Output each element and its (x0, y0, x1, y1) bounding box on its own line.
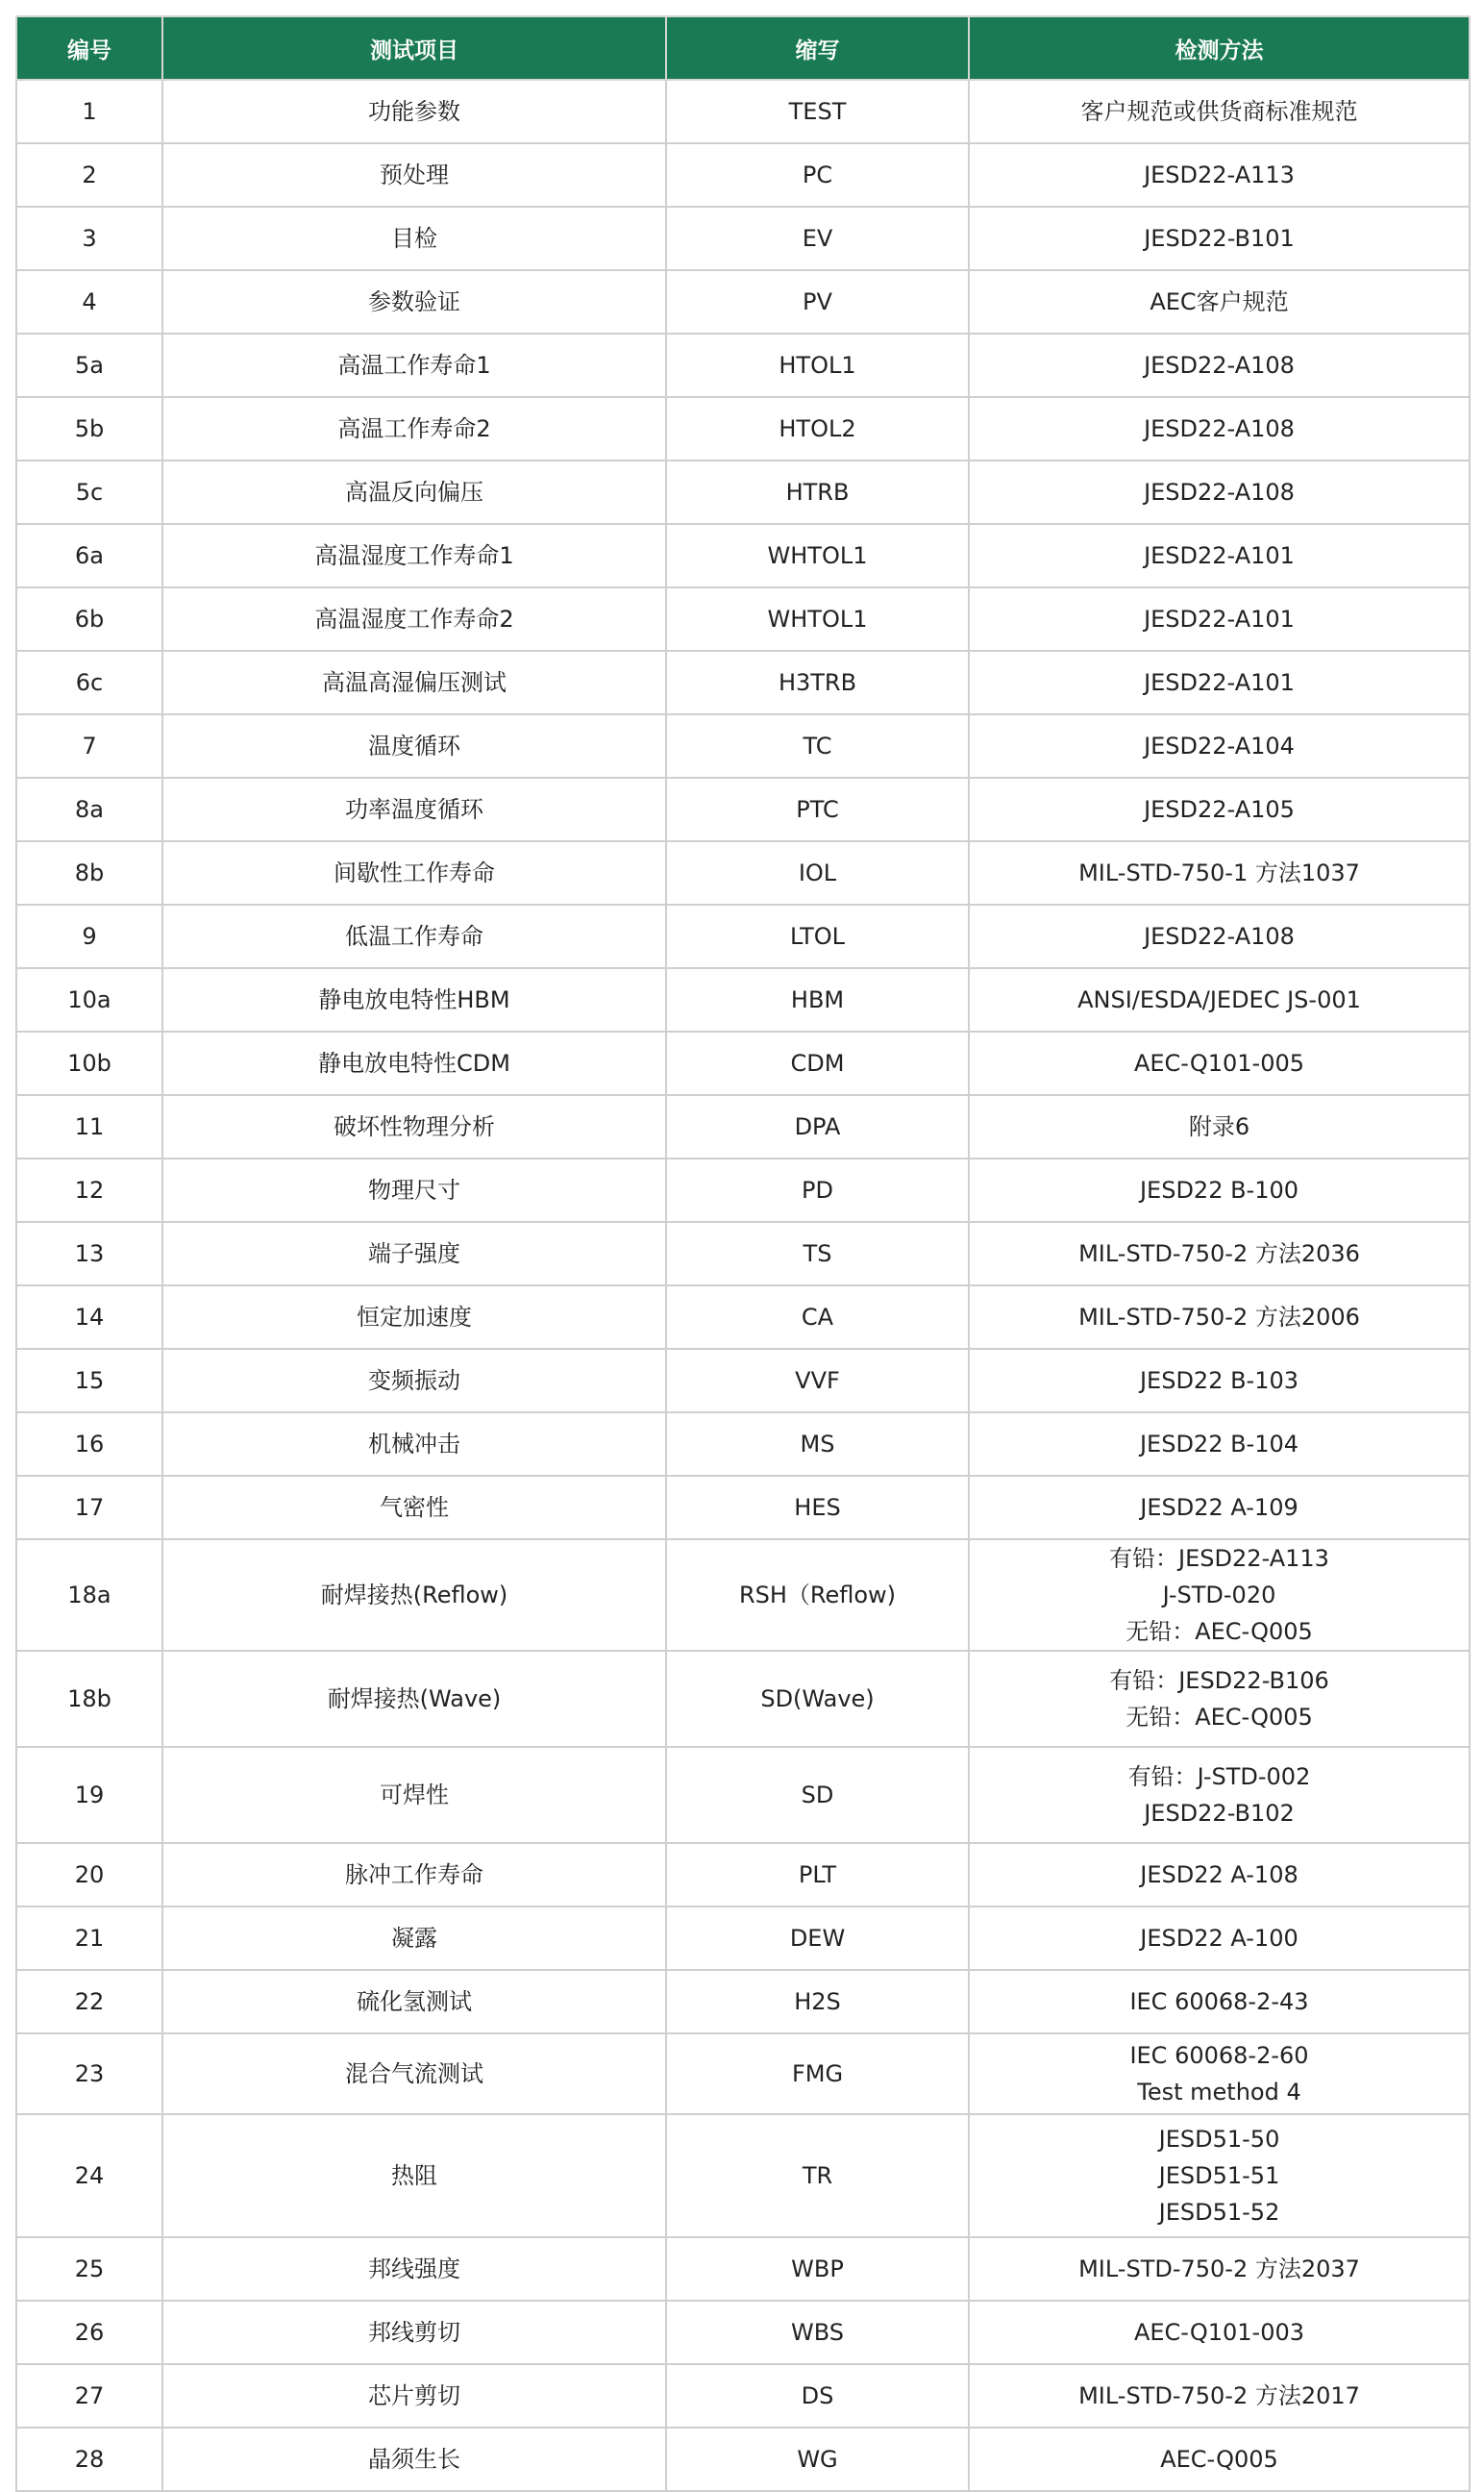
method-line: MIL-STD-750-2 方法2036 (1078, 1240, 1360, 1267)
table-row (16, 2237, 1470, 2301)
cell-id: 18a (16, 1539, 162, 1651)
cell-test-method (969, 1843, 1470, 1906)
table-row (16, 2301, 1470, 2364)
cell-test-method (969, 1747, 1470, 1843)
method-line: MIL-STD-750-1 方法1037 (1078, 860, 1360, 886)
cell-test-method (969, 2114, 1470, 2237)
cell-test-method (969, 1539, 1470, 1651)
method-line: JESD22 A-108 (1140, 1861, 1298, 1888)
cell-test-item: 热阻 (162, 2114, 666, 2237)
cell-abbreviation: SD (666, 1747, 969, 1843)
cell-abbreviation: HBM (666, 968, 969, 1032)
cell-test-method (969, 334, 1470, 397)
table-row (16, 1970, 1470, 2033)
table-row (16, 1095, 1470, 1159)
method-line: 附录6 (1188, 1113, 1250, 1140)
header-test-method: 检测方法 (969, 16, 1470, 80)
cell-test-item: 端子强度 (162, 1222, 666, 1285)
cell-id: 28 (16, 2428, 162, 2491)
table-row (16, 524, 1470, 587)
cell-test-method (969, 905, 1470, 968)
method-line: 客户规范或供货商标准规范 (1080, 98, 1358, 125)
cell-id: 26 (16, 2301, 162, 2364)
cell-id: 7 (16, 714, 162, 778)
cell-test-item: 变频振动 (162, 1349, 666, 1412)
table-row (16, 714, 1470, 778)
table-row (16, 1539, 1470, 1651)
table-row (16, 1906, 1470, 1970)
cell-test-method (969, 524, 1470, 587)
cell-abbreviation: TS (666, 1222, 969, 1285)
table-row (16, 2428, 1470, 2491)
cell-test-method (969, 143, 1470, 207)
cell-test-method (969, 2364, 1470, 2428)
cell-abbreviation: RSH（Reflow) (666, 1539, 969, 1651)
cell-test-method (969, 270, 1470, 334)
table-row (16, 1747, 1470, 1843)
method-line: JESD22-A101 (1144, 606, 1295, 633)
method-line: 无铅：AEC-Q005 (1125, 1618, 1313, 1645)
method-line: JESD22-A101 (1144, 542, 1295, 569)
cell-test-item: 预处理 (162, 143, 666, 207)
method-line: JESD22-A105 (1144, 796, 1295, 823)
method-line: J-STD-020 (1162, 1582, 1276, 1608)
table-row (16, 1476, 1470, 1539)
cell-test-method (969, 778, 1470, 841)
cell-abbreviation: CA (666, 1285, 969, 1349)
header-abbreviation: 缩写 (666, 16, 969, 80)
cell-test-item: 凝露 (162, 1906, 666, 1970)
method-line: JESD22-A104 (1144, 733, 1295, 760)
cell-test-item: 机械冲击 (162, 1412, 666, 1476)
cell-abbreviation: MS (666, 1412, 969, 1476)
cell-id: 18b (16, 1651, 162, 1747)
cell-id: 2 (16, 143, 162, 207)
cell-id: 1 (16, 80, 162, 143)
cell-test-item: 芯片剪切 (162, 2364, 666, 2428)
table-row (16, 968, 1470, 1032)
cell-test-method (969, 651, 1470, 714)
table-row (16, 905, 1470, 968)
method-line: JESD22-A101 (1144, 669, 1295, 696)
cell-id: 5b (16, 397, 162, 461)
cell-test-method (969, 1159, 1470, 1222)
method-line: AEC-Q101-003 (1133, 2319, 1305, 2346)
cell-abbreviation: LTOL (666, 905, 969, 968)
table-row (16, 778, 1470, 841)
cell-test-item: 高温湿度工作寿命2 (162, 587, 666, 651)
method-line: 无铅：AEC-Q005 (1125, 1704, 1313, 1731)
cell-abbreviation: PD (666, 1159, 969, 1222)
table-row (16, 1843, 1470, 1906)
cell-test-item: 邦线强度 (162, 2237, 666, 2301)
cell-test-method (969, 1651, 1470, 1747)
table-row (16, 651, 1470, 714)
cell-abbreviation: CDM (666, 1032, 969, 1095)
cell-test-item: 高温反向偏压 (162, 461, 666, 524)
cell-test-item: 物理尺寸 (162, 1159, 666, 1222)
method-line: JESD22 A-109 (1140, 1494, 1298, 1521)
cell-abbreviation: IOL (666, 841, 969, 905)
cell-test-item: 高温高湿偏压测试 (162, 651, 666, 714)
table-row (16, 1222, 1470, 1285)
table-row (16, 461, 1470, 524)
cell-test-method (969, 587, 1470, 651)
cell-test-item: 低温工作寿命 (162, 905, 666, 968)
method-line: ANSI/ESDA/JEDEC JS-001 (1077, 986, 1361, 1013)
cell-test-item: 参数验证 (162, 270, 666, 334)
cell-test-item: 破坏性物理分析 (162, 1095, 666, 1159)
table-row (16, 841, 1470, 905)
table-row (16, 1349, 1470, 1412)
method-line: JESD22 B-104 (1139, 1431, 1299, 1458)
cell-id: 24 (16, 2114, 162, 2237)
cell-abbreviation: H2S (666, 1970, 969, 2033)
cell-test-method (969, 1222, 1470, 1285)
method-line: AEC-Q101-005 (1133, 1050, 1305, 1077)
cell-test-method (969, 841, 1470, 905)
cell-test-method (969, 1032, 1470, 1095)
header-id: 编号 (16, 16, 162, 80)
cell-abbreviation: PC (666, 143, 969, 207)
cell-test-item: 晶须生长 (162, 2428, 666, 2491)
cell-abbreviation: FMG (666, 2033, 969, 2114)
cell-abbreviation: PLT (666, 1843, 969, 1906)
method-line: JESD22-B101 (1144, 225, 1295, 252)
table-row (16, 2033, 1470, 2114)
cell-test-method (969, 1285, 1470, 1349)
cell-id: 20 (16, 1843, 162, 1906)
cell-id: 11 (16, 1095, 162, 1159)
cell-test-item: 静电放电特性CDM (162, 1032, 666, 1095)
cell-id: 6b (16, 587, 162, 651)
cell-abbreviation: SD(Wave) (666, 1651, 969, 1747)
cell-abbreviation: PTC (666, 778, 969, 841)
method-line: MIL-STD-750-2 方法2017 (1078, 2382, 1360, 2409)
cell-test-item: 耐焊接热(Wave) (162, 1651, 666, 1747)
cell-abbreviation: TC (666, 714, 969, 778)
cell-test-method (969, 207, 1470, 270)
method-line: JESD22-A108 (1144, 352, 1295, 379)
cell-id: 6c (16, 651, 162, 714)
table-row (16, 2114, 1470, 2237)
cell-test-method (969, 2033, 1470, 2114)
method-line: IEC 60068-2-43 (1129, 1988, 1309, 2015)
method-line: AEC-Q005 (1160, 2446, 1278, 2473)
method-line: JESD22-A108 (1144, 923, 1295, 950)
cell-id: 8b (16, 841, 162, 905)
cell-test-item: 功能参数 (162, 80, 666, 143)
cell-test-method (969, 1476, 1470, 1539)
cell-test-item: 恒定加速度 (162, 1285, 666, 1349)
method-line: JESD22-A108 (1144, 479, 1295, 506)
cell-abbreviation: WBS (666, 2301, 969, 2364)
method-line: 有铅：JESD22-B106 (1109, 1667, 1329, 1694)
cell-test-item: 高温湿度工作寿命1 (162, 524, 666, 587)
cell-id: 9 (16, 905, 162, 968)
method-line: Test method 4 (1137, 2079, 1301, 2106)
cell-abbreviation: HTRB (666, 461, 969, 524)
cell-test-method (969, 461, 1470, 524)
method-line: IEC 60068-2-60 (1129, 2042, 1309, 2069)
cell-id: 19 (16, 1747, 162, 1843)
table-row (16, 1032, 1470, 1095)
cell-test-item: 高温工作寿命1 (162, 334, 666, 397)
cell-test-method (969, 80, 1470, 143)
cell-test-method (969, 1095, 1470, 1159)
table-row (16, 1651, 1470, 1747)
cell-abbreviation: TR (666, 2114, 969, 2237)
cell-test-item: 脉冲工作寿命 (162, 1843, 666, 1906)
cell-abbreviation: EV (666, 207, 969, 270)
table-row (16, 1412, 1470, 1476)
cell-id: 5c (16, 461, 162, 524)
cell-test-item: 温度循环 (162, 714, 666, 778)
cell-abbreviation: WBP (666, 2237, 969, 2301)
cell-abbreviation: WHTOL1 (666, 524, 969, 587)
method-line: MIL-STD-750-2 方法2037 (1078, 2255, 1360, 2282)
cell-id: 21 (16, 1906, 162, 1970)
method-line: JESD51-51 (1158, 2162, 1280, 2189)
cell-test-item: 混合气流测试 (162, 2033, 666, 2114)
method-line: AEC客户规范 (1150, 288, 1289, 315)
cell-test-item: 高温工作寿命2 (162, 397, 666, 461)
header-test-item: 测试项目 (162, 16, 666, 80)
table-header (16, 16, 1470, 80)
cell-abbreviation: DEW (666, 1906, 969, 1970)
cell-test-item: 目检 (162, 207, 666, 270)
table-row (16, 80, 1470, 143)
cell-test-method (969, 2428, 1470, 2491)
cell-abbreviation: HTOL2 (666, 397, 969, 461)
table-body (16, 80, 1470, 2491)
table-row (16, 587, 1470, 651)
cell-abbreviation: HTOL1 (666, 334, 969, 397)
cell-id: 12 (16, 1159, 162, 1222)
cell-test-method (969, 714, 1470, 778)
cell-id: 3 (16, 207, 162, 270)
cell-id: 25 (16, 2237, 162, 2301)
cell-abbreviation: PV (666, 270, 969, 334)
method-line: JESD22 A-100 (1140, 1925, 1298, 1952)
cell-test-method (969, 1349, 1470, 1412)
cell-test-method (969, 1412, 1470, 1476)
method-line: JESD22-A108 (1144, 415, 1295, 442)
cell-id: 5a (16, 334, 162, 397)
table-row (16, 2364, 1470, 2428)
cell-test-item: 间歇性工作寿命 (162, 841, 666, 905)
cell-test-method (969, 1970, 1470, 2033)
cell-abbreviation: WG (666, 2428, 969, 2491)
cell-abbreviation: WHTOL1 (666, 587, 969, 651)
cell-id: 10a (16, 968, 162, 1032)
cell-abbreviation: DPA (666, 1095, 969, 1159)
table-row (16, 1285, 1470, 1349)
cell-test-item: 气密性 (162, 1476, 666, 1539)
cell-id: 10b (16, 1032, 162, 1095)
cell-abbreviation: TEST (666, 80, 969, 143)
table-row (16, 143, 1470, 207)
cell-id: 13 (16, 1222, 162, 1285)
method-line: JESD51-52 (1158, 2199, 1280, 2226)
header-row (16, 16, 1470, 80)
table-row (16, 270, 1470, 334)
cell-id: 23 (16, 2033, 162, 2114)
cell-id: 16 (16, 1412, 162, 1476)
cell-test-item: 邦线剪切 (162, 2301, 666, 2364)
cell-abbreviation: HES (666, 1476, 969, 1539)
cell-abbreviation: VVF (666, 1349, 969, 1412)
method-line: JESD22 B-100 (1139, 1177, 1299, 1204)
cell-abbreviation: DS (666, 2364, 969, 2428)
cell-test-item: 硫化氢测试 (162, 1970, 666, 2033)
table-row (16, 397, 1470, 461)
cell-id: 27 (16, 2364, 162, 2428)
method-line: MIL-STD-750-2 方法2006 (1078, 1304, 1360, 1331)
method-line: 有铅：J-STD-002 (1127, 1763, 1311, 1790)
cell-id: 14 (16, 1285, 162, 1349)
cell-test-method (969, 397, 1470, 461)
table-row (16, 334, 1470, 397)
cell-id: 6a (16, 524, 162, 587)
table-row (16, 1159, 1470, 1222)
test-items-table (15, 15, 1471, 2492)
cell-test-method (969, 968, 1470, 1032)
cell-test-item: 可焊性 (162, 1747, 666, 1843)
method-line: JESD22 B-103 (1139, 1367, 1299, 1394)
cell-id: 17 (16, 1476, 162, 1539)
method-line: JESD22-A113 (1144, 162, 1295, 188)
cell-test-item: 功率温度循环 (162, 778, 666, 841)
cell-id: 4 (16, 270, 162, 334)
cell-test-method (969, 2301, 1470, 2364)
cell-id: 22 (16, 1970, 162, 2033)
method-line: JESD22-B102 (1144, 1800, 1295, 1827)
table-row (16, 207, 1470, 270)
cell-abbreviation: H3TRB (666, 651, 969, 714)
method-line: JESD51-50 (1158, 2126, 1280, 2153)
cell-id: 15 (16, 1349, 162, 1412)
cell-test-method (969, 1906, 1470, 1970)
cell-test-method (969, 2237, 1470, 2301)
cell-test-item: 静电放电特性HBM (162, 968, 666, 1032)
method-line: 有铅：JESD22-A113 (1109, 1545, 1329, 1572)
cell-test-item: 耐焊接热(Reflow) (162, 1539, 666, 1651)
cell-id: 8a (16, 778, 162, 841)
